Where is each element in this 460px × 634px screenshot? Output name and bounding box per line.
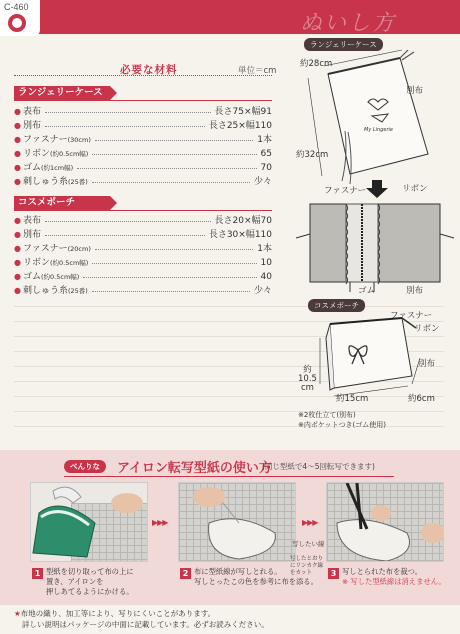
bullet-icon: ● xyxy=(14,216,21,225)
material-value: 40 xyxy=(260,272,272,282)
bullet-icon: ● xyxy=(14,121,21,130)
material-value: 長さ25×幅110 xyxy=(208,121,272,131)
leader-dots xyxy=(77,168,256,169)
gomu-label: ゴム xyxy=(358,286,376,296)
leader-dots xyxy=(92,263,256,264)
leader-dots xyxy=(83,277,256,278)
material-item xyxy=(14,284,272,298)
materials-title: 必要な材料 xyxy=(120,64,178,76)
step-number-1: 1 xyxy=(32,568,43,579)
material-name: 刺しゅう糸(25番) xyxy=(22,286,88,296)
section-header-lingerie: ランジェリーケース xyxy=(14,86,110,100)
leader-dots xyxy=(45,112,211,113)
bullet-icon: ● xyxy=(14,258,21,267)
fastener-label: ファスナー xyxy=(324,186,367,196)
product-code: C-460 xyxy=(4,2,29,12)
section-rule xyxy=(14,210,272,211)
material-name: 刺しゅう糸(25番) xyxy=(22,177,88,187)
material-name: ファスナー(30cm) xyxy=(22,135,91,145)
leader-dots xyxy=(45,221,211,222)
howto-subtitle: (同じ型紙で4〜5回転写できます) xyxy=(262,462,375,471)
footer-note-1: ★布地の織り、加工等により、写りにくいことがあります。 xyxy=(14,609,216,618)
photo2-label: 写したい線 xyxy=(292,540,325,548)
material-value: 10 xyxy=(260,258,272,268)
material-item xyxy=(14,214,272,228)
lingerie-height: 約32cm xyxy=(296,150,329,160)
material-name: リボン(約0.5cm幅) xyxy=(22,258,89,268)
material-item xyxy=(14,133,272,147)
bullet-icon: ● xyxy=(14,135,21,144)
materials-list-lingerie xyxy=(14,105,272,189)
leader-dots xyxy=(92,154,256,155)
unit-label: 単位＝cm xyxy=(238,66,277,76)
material-value: 1本 xyxy=(257,135,272,145)
step-number-2: 2 xyxy=(180,568,191,579)
section-header-cosme: コスメポーチ xyxy=(14,196,110,210)
leader-dots xyxy=(45,235,205,236)
cosme-depth: 約6cm xyxy=(408,394,435,404)
leader-dots xyxy=(92,291,250,292)
howto-badge: べんりな xyxy=(64,460,106,473)
material-item xyxy=(14,228,272,242)
material-name: ゴム(約0.5cm幅) xyxy=(22,272,80,282)
lingerie-width: 約28cm xyxy=(300,59,333,69)
bullet-icon: ● xyxy=(14,244,21,253)
step-text-1: 型紙を切り取って布の上に 置き、アイロンを 押しあてるようにかける。 xyxy=(46,567,134,596)
cosme-ribbon-label: リボン xyxy=(414,324,440,334)
leader-dots xyxy=(95,140,253,141)
cosme-width: 約15cm xyxy=(336,394,369,404)
material-name: 表布 xyxy=(22,216,41,226)
material-value: 65 xyxy=(260,149,272,159)
material-value: 長さ20×幅70 xyxy=(214,216,272,226)
leader-dots xyxy=(95,249,253,250)
material-item xyxy=(14,161,272,175)
opened-case-drawing xyxy=(296,204,454,292)
step-text-3: 写しとられた布を裁つ。 ※ 写した型紙線は消えません。 xyxy=(342,567,446,586)
section-rule xyxy=(14,100,272,101)
banner-script-text: ぬいし方 xyxy=(300,11,397,36)
material-value: 70 xyxy=(260,163,272,173)
material-item xyxy=(14,105,272,119)
iron-icon xyxy=(31,483,148,562)
material-name: 表布 xyxy=(22,107,41,117)
leader-dots xyxy=(92,182,250,183)
material-item xyxy=(14,119,272,133)
bullet-icon: ● xyxy=(14,230,21,239)
material-item xyxy=(14,242,272,256)
step1-photo xyxy=(30,482,148,562)
step-text-2: 布に型紙線が写しとれる。 写しとったこの色を参考に布を添る。 xyxy=(194,567,318,586)
title-divider xyxy=(14,75,272,76)
lingerie-bag-drawing xyxy=(308,50,428,184)
step-number-3: 3 xyxy=(328,568,339,579)
material-name: 別布 xyxy=(22,121,41,131)
leader-dots xyxy=(45,126,205,127)
bullet-icon: ● xyxy=(14,286,21,295)
step2-photo xyxy=(178,482,296,562)
material-name: リボン(約0.5cm幅) xyxy=(22,149,89,159)
material-item xyxy=(14,147,272,161)
cosme-fastener-label: ファスナー xyxy=(390,311,433,321)
diagram-note-1: ※2枚仕立て(別布) xyxy=(298,411,356,419)
product-code-badge xyxy=(0,0,40,36)
material-item xyxy=(14,256,272,270)
top-banner xyxy=(0,0,460,34)
step3-photo xyxy=(326,482,444,562)
bullet-icon: ● xyxy=(14,272,21,281)
material-value: 長さ75×幅91 xyxy=(214,107,272,117)
lingerie-case-label: ランジェリーケース xyxy=(304,38,383,51)
material-item xyxy=(14,175,272,189)
diagram-note-2: ※内ポケットつき(ゴム使用) xyxy=(298,421,386,429)
material-value: 長さ30×幅110 xyxy=(208,230,272,240)
material-name: ファスナー(20cm) xyxy=(22,244,91,254)
cosme-betsununo-label: 別布 xyxy=(418,359,436,369)
photo3-label: 写したとおりにリンカク線をカット xyxy=(290,556,324,576)
arrow-icon: ▶▶▶ xyxy=(152,518,168,527)
material-value: 少々 xyxy=(253,286,272,296)
bullet-icon: ● xyxy=(14,149,21,158)
cosme-pouch-drawing xyxy=(320,318,420,396)
code-circle-icon xyxy=(8,14,26,32)
opened-betsununo: 別布 xyxy=(406,286,424,296)
howto-rule xyxy=(64,476,394,477)
bullet-icon: ● xyxy=(14,163,21,172)
ribbon-label: リボン xyxy=(402,184,428,194)
cosme-height: 約 10.5 cm xyxy=(298,365,317,393)
arrow-icon: ▶▶▶ xyxy=(302,518,318,527)
bullet-icon: ● xyxy=(14,107,21,116)
footer-note-2: 詳しい説明はパッケージの中面に記載しています。必ずお読みください。 xyxy=(22,620,269,629)
howto-title: アイロン転写型紙の使い方 xyxy=(117,461,272,476)
material-value: 少々 xyxy=(253,177,272,187)
materials-list-cosme xyxy=(14,214,272,298)
cosme-pouch-label: コスメポーチ xyxy=(308,299,365,312)
material-name: 別布 xyxy=(22,230,41,240)
bullet-icon: ● xyxy=(14,177,21,186)
material-item xyxy=(14,270,272,284)
lingerie-betsununo: 別布 xyxy=(406,86,424,96)
material-name: ゴム(約1cm幅) xyxy=(22,163,74,173)
material-value: 1本 xyxy=(257,244,272,254)
embroidery-text: My Lingerie xyxy=(364,127,393,133)
